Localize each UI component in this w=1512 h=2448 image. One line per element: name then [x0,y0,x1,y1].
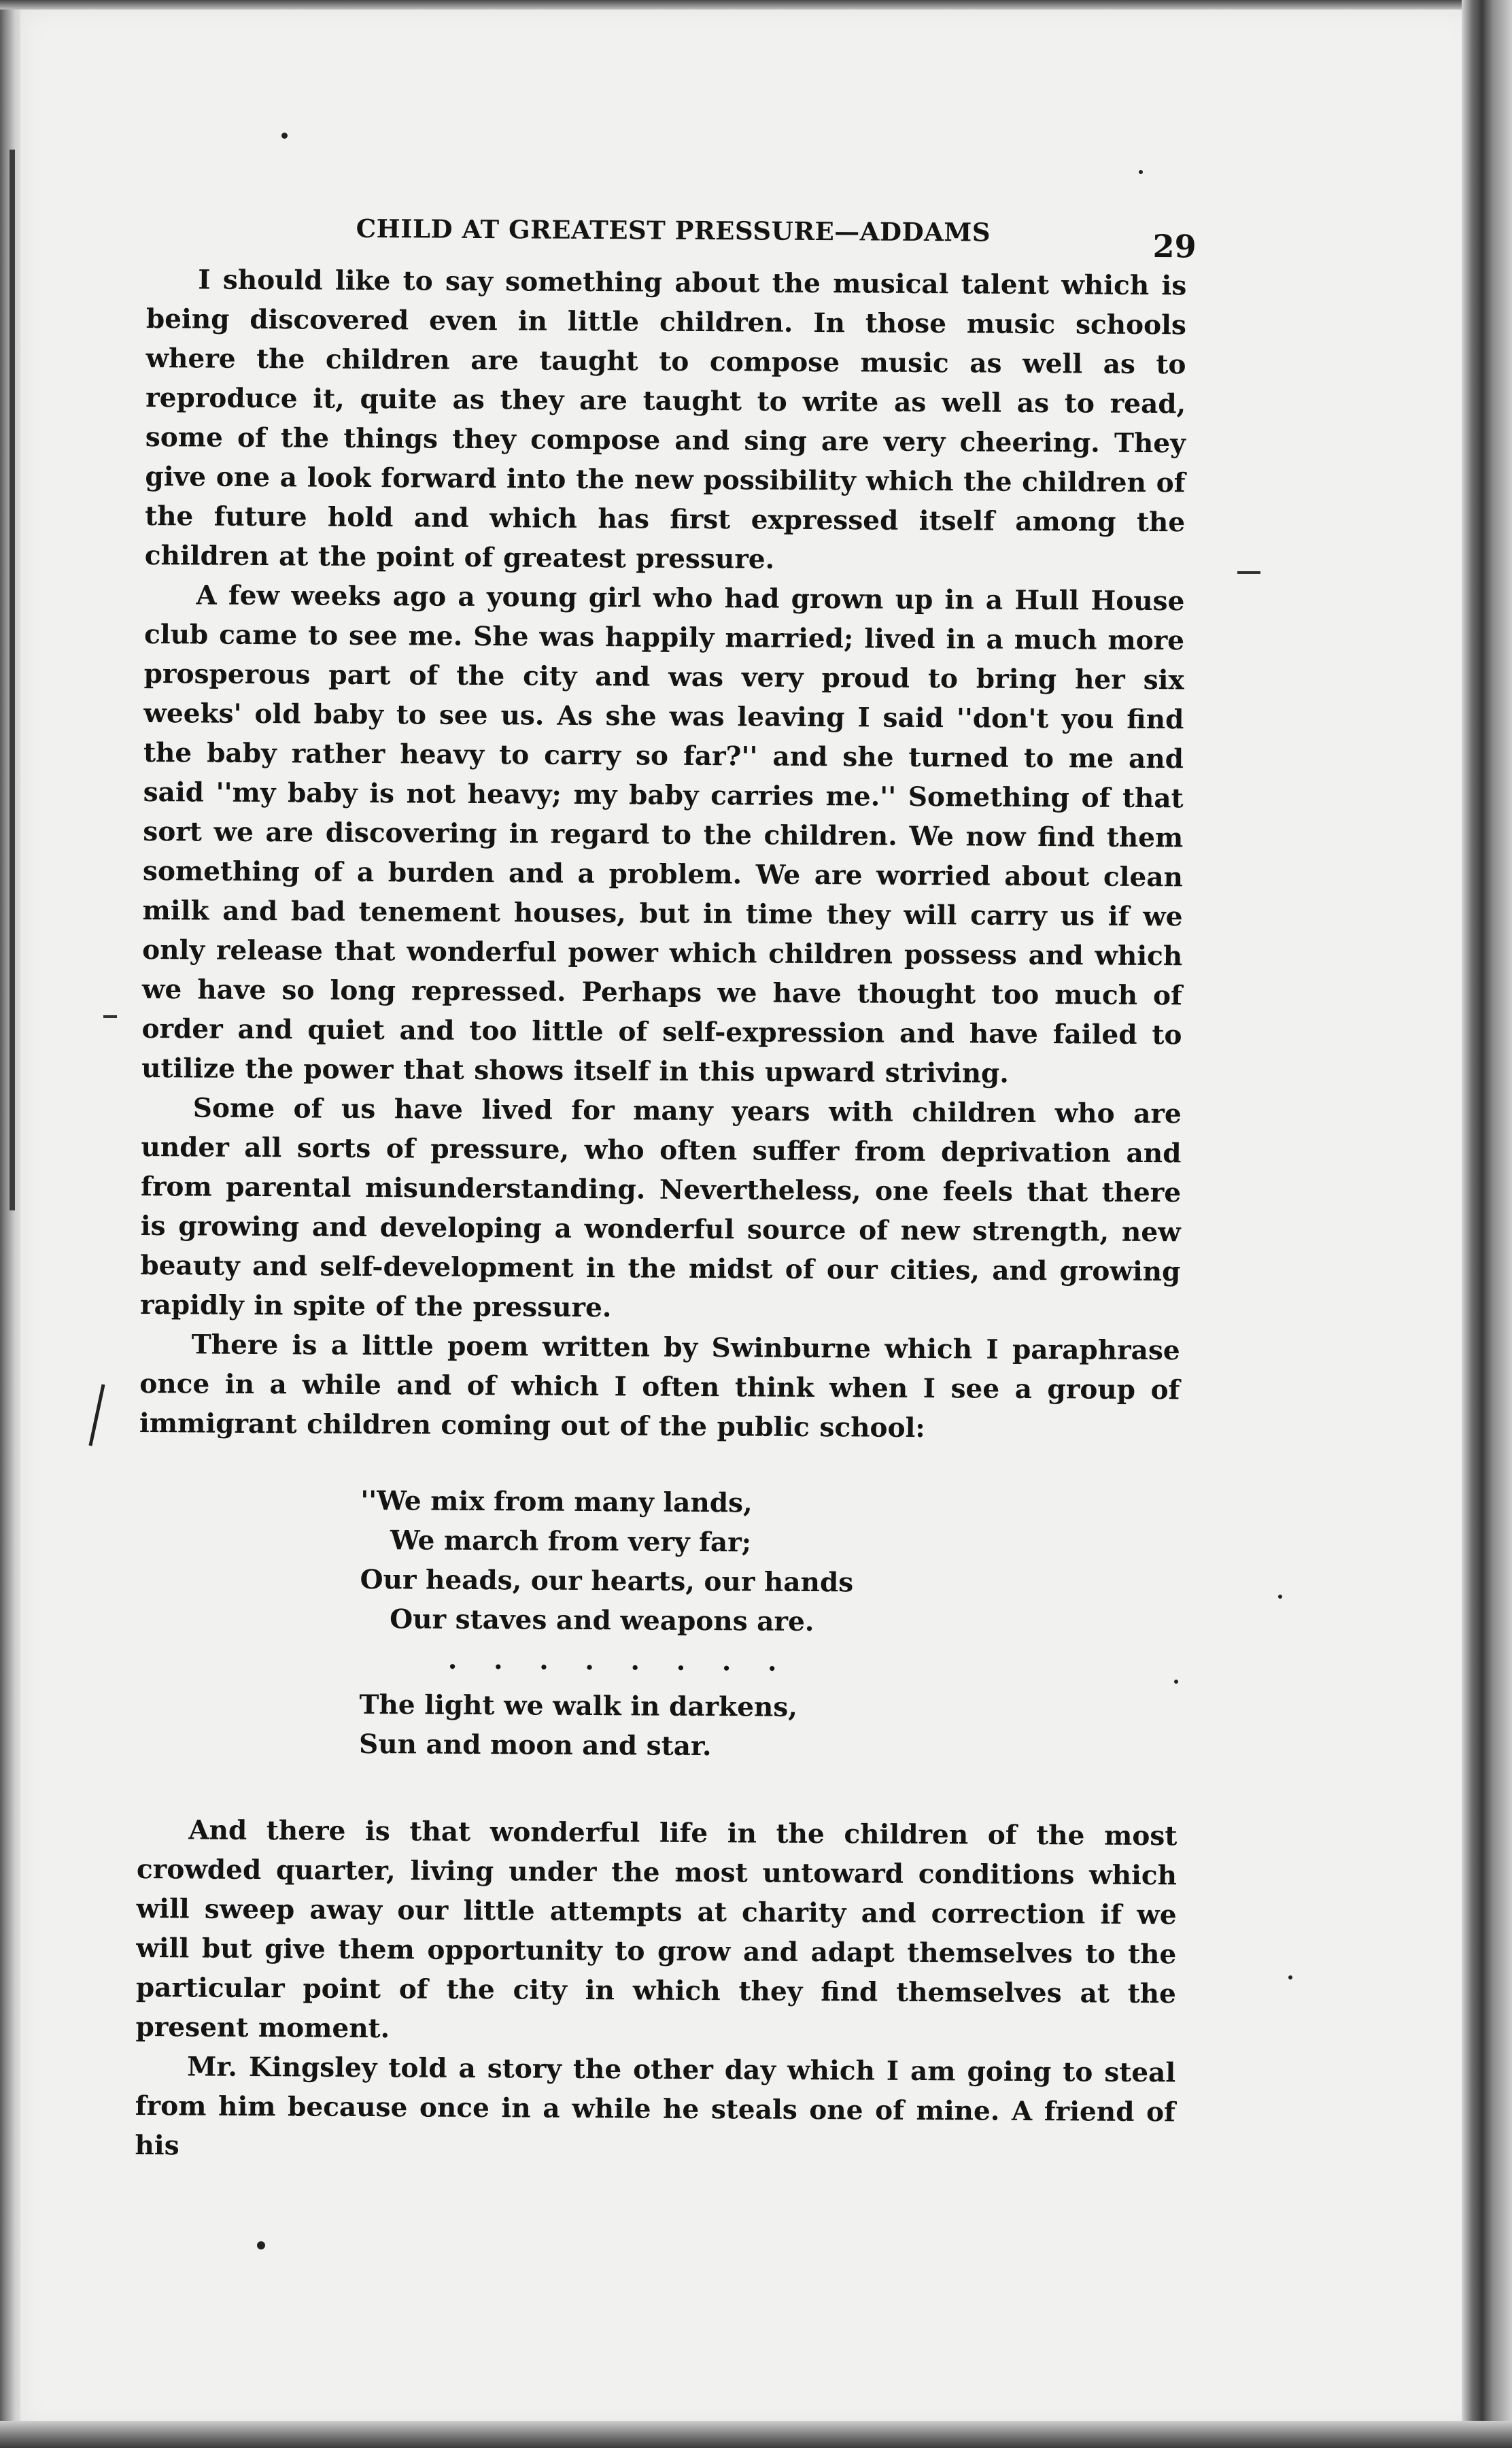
ink-speck [1288,1975,1292,1979]
paragraph-crowded-quarter: And there is that wonderful life in the children of the most crowded quarter, living under the most untoward conditions which will sweep away our little attempts at charity and correction if we will but give them opportunity to grow and adapt themselves to the particular point of the city in which they find themselves at the present moment. [135,1814,1178,2045]
poem-line: The light we walk in darkens, [359,1688,798,1723]
poem-line: Our staves and weapons are. [390,1603,814,1638]
poem-line: Sun and moon and star. [358,1728,712,1763]
paragraph-pressure: Some of us have lived for many years with children who are under all sorts of pressure, who often suffer from deprivation and from parental misunderstanding. Nevertheless, one feels that there is growing and developing a wonderful source of new strength, new beauty and self-development in the midst of our cities, and growing rapidly in spite of the pressure. [139,1092,1182,1324]
pencil-mark [1237,571,1260,574]
binding-shadow [10,150,15,1210]
page-content [135,199,1197,2171]
ink-speck [281,133,288,139]
paragraph-swinburne-intro: There is a little poem written by Swinburne which I paraphrase once in a while and of which I often think when I see a group of immigrant children coming out of the public school: [139,1329,1180,1444]
page-header [146,199,1197,266]
ink-speck [257,2241,265,2249]
poem-quotation [359,1481,1180,1769]
poem-line: Our heads, our hearts, our hands [360,1563,854,1599]
pencil-mark [103,1015,117,1018]
paragraph-musical-talent: I should like to say something about the musical talent which is being discovered even in little children. In those music schools where the children are taught to compose music as well as to reproduce it, quite as they are taught to write as well as to read, some of the things they compose and sing are very cheering. They give one a look forward into the new possibility which the children of the future hold and which has first expressed itself among the children at the point of greatest pressure. [144,264,1187,575]
page-edge-bottom [0,2421,1512,2448]
page-number: 29 [1152,228,1197,265]
running-head: CHILD AT GREATEST PRESSURE—ADDAMS [356,213,991,248]
page-edge-top [0,0,1512,10]
page-edge-right [1462,0,1512,2448]
poem-line: We march from very far; [390,1525,752,1559]
poem-line: ''We mix from many lands, [360,1484,753,1519]
poem-ellipsis: . . . . . . . . [447,1644,791,1678]
paragraph-kingsley-story: Mr. Kingsley told a story the other day which I am going to steal from him because once in a while he steals one of mine. A friend of his [135,2051,1176,2162]
ink-speck [1139,170,1143,174]
ink-speck [1278,1595,1282,1599]
paragraph-hull-house-visit: A few weeks ago a young girl who had grown up in a Hull House club came to see me. She was happily married; lived in a much more prosperous part of the city and was very proud to bring her six weeks' old baby to see us. As she was leaving I said ''don't you find the baby rather heavy to carry so far?'' and she turned to me and said ''my baby is not heavy; my baby carries me.'' Something of that sort we are discovering in regard to the children. We now find them something of a burden and a problem. We are worried about clean milk and bad tenement houses, but in time they will carry us if we only release that wonderful power which children possess and which we have so long repressed. Perhaps we have thought too much of order and quiet and too little of self-expression and have failed to utilize the power that shows itself in this upward striving. [141,579,1185,1089]
